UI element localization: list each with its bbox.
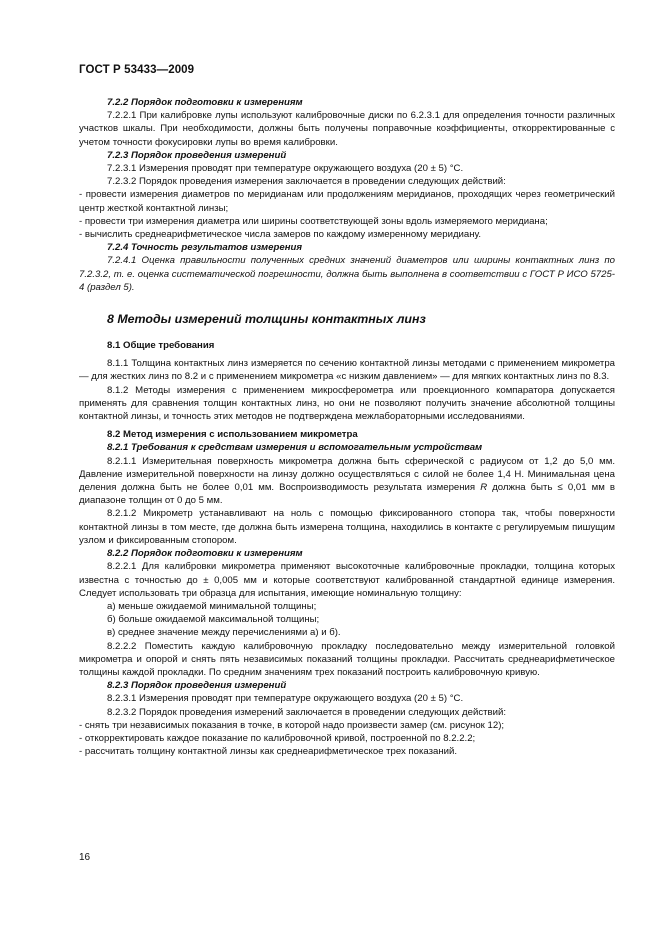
list-item: б) больше ожидаемой максимальной толщины;: [107, 614, 320, 626]
heading-8-2: 8.2 Метод измерения с использованием микрометра: [107, 429, 358, 441]
section-8-heading: 8 Методы измерений толщины контактных линз: [107, 312, 426, 327]
list-item: а) меньше ожидаемой минимальной толщины;: [107, 600, 317, 612]
paragraph-7-2-3-2: 7.2.3.2 Порядок проведения измерения заключается в проведении следующих действий:: [107, 176, 506, 188]
paragraph-7-2-4-1: 7.2.4.1 Оценка правильности полученных средних значений диаметров или ширины контактных линз по 7.2.3.2, т. е. оценка систематической погрешности, должна быть выполнена в соответствии с ГОСТ Р ИСО 5725-4 (раздел 5).: [79, 255, 615, 293]
heading-8-1: 8.1 Общие требования: [107, 340, 215, 352]
heading-8-2-3: 8.2.3 Порядок проведения измерений: [107, 680, 287, 692]
paragraph-8-2-3-1: 8.2.3.1 Измерения проводят при температуре окружающего воздуха (20 ± 5) °С.: [107, 693, 464, 705]
heading-7-2-2: 7.2.2 Порядок подготовки к измерениям: [107, 97, 303, 108]
heading-8-2-2: 8.2.2 Порядок подготовки к измерениям: [107, 548, 303, 560]
heading-8-2-1: 8.2.1 Требования к средствам измерения и вспомогательным устройствам: [107, 442, 483, 454]
paragraph-8-2-1-2: 8.2.1.2 Микрометр устанавливают на ноль с помощью фиксированного стопора так, чтобы поверхности контактной линзы в том месте, где должна быть измерена толщина, находились в контакте с регулируемым пишущим узлом и фиксированным стопором.: [79, 508, 615, 546]
paragraph-8-2-1-1: 8.2.1.1 Измерительная поверхность микрометра должна быть сферической с радиусом от 1,2 до 5,0 мм. Давление измерительной поверхности на линзу должно осуществляться с силой не более 1,4 Н. Минимальная цена деления должна быть не более 0,01 мм. Воспроизводимость результата измерения R должна быть ≤ 0,01 мм в диапазоне толщин от 0 до 5 мм.: [79, 455, 615, 507]
list-item: - провести три измерения диаметра или ширины соответствующей зоны вдоль измеряемого меридиана;: [79, 215, 548, 227]
list-item: - провести измерения диаметров по меридианам или продолжениям меридианов, проходящих через геометрический центр жесткой контактной линзы;: [79, 189, 615, 214]
page-number: 16: [79, 852, 91, 863]
paragraph-8-1-2: 8.1.2 Методы измерения с применением микросферометра или проекционного компаратора допускается применять для сравнения толщин контактных линз, но они не позволяют получить значение абсолютной толщины контактной линзы, и точность этих методов не подтверждена межлабораторными исследованиями.: [79, 384, 615, 423]
paragraph-7-2-2-1: 7.2.2.1 При калибровке лупы используют калибровочные диски по 6.2.3.1 для определения точности различных участков шкалы. При необходимости, должны быть получены поправочные коэффициенты, откорректированные с учетом точности фокусировки лупы во время калибровки.: [79, 110, 615, 148]
heading-7-2-4: 7.2.4 Точность результатов измерения: [107, 242, 302, 254]
page-body: [79, 96, 615, 758]
list-item: - рассчитать толщину контактной линзы как среднеарифметическое трех показаний.: [79, 746, 458, 758]
paragraph-8-1-1: 8.1.1 Толщина контактных линз измеряется по сечению контактной линзы методами с применением микрометра — для жестких линз по 8.2 и с применением микрометра «с низким давлением» — для мягких контактных линз по 8.3.: [79, 358, 615, 383]
list-item: - откорректировать каждое показание по калибровочной кривой, построенной по 8.2.2.2;: [79, 732, 476, 744]
heading-7-2-3: 7.2.3 Порядок проведения измерений: [107, 149, 287, 161]
paragraph-8-2-2-1: 8.2.2.1 Для калибровки микрометра применяют высокоточные калибровочные прокладки, толщина которых известна с точностью до ± 0,005 мм и которые соответствуют калиброванной стандартной единице измерения. Следует использовать три образца для испытания, имеющие номинальную толщину:: [79, 561, 615, 599]
paragraph-8-2-3-2: 8.2.3.2 Порядок проведения измерений заключается в проведении следующих действий:: [107, 706, 506, 718]
paragraph-7-2-3-1: 7.2.3.1 Измерения проводят при температуре окружающего воздуха (20 ± 5) °С.: [107, 163, 464, 175]
list-item: - вычислить среднеарифметическое числа замеров по каждому измеренному меридиану.: [79, 229, 482, 241]
list-item: - снять три независимых показания в точке, в которой надо произвести замер (см. рисунок 12);: [79, 719, 505, 731]
list-item: в) среднее значение между перечислениями а) и б).: [107, 627, 341, 639]
document-header: ГОСТ Р 53433—2009: [79, 64, 195, 76]
paragraph-8-2-2-2: 8.2.2.2 Поместить каждую калибровочную прокладку последовательно между измерительной головкой микрометра и опорой и снять пять независимых показаний толщины прокладки. Рассчитать среднеарифметическое толщины каждой прокладки. По средним значениям трех показаний построить калибровочную кривую.: [79, 640, 615, 678]
